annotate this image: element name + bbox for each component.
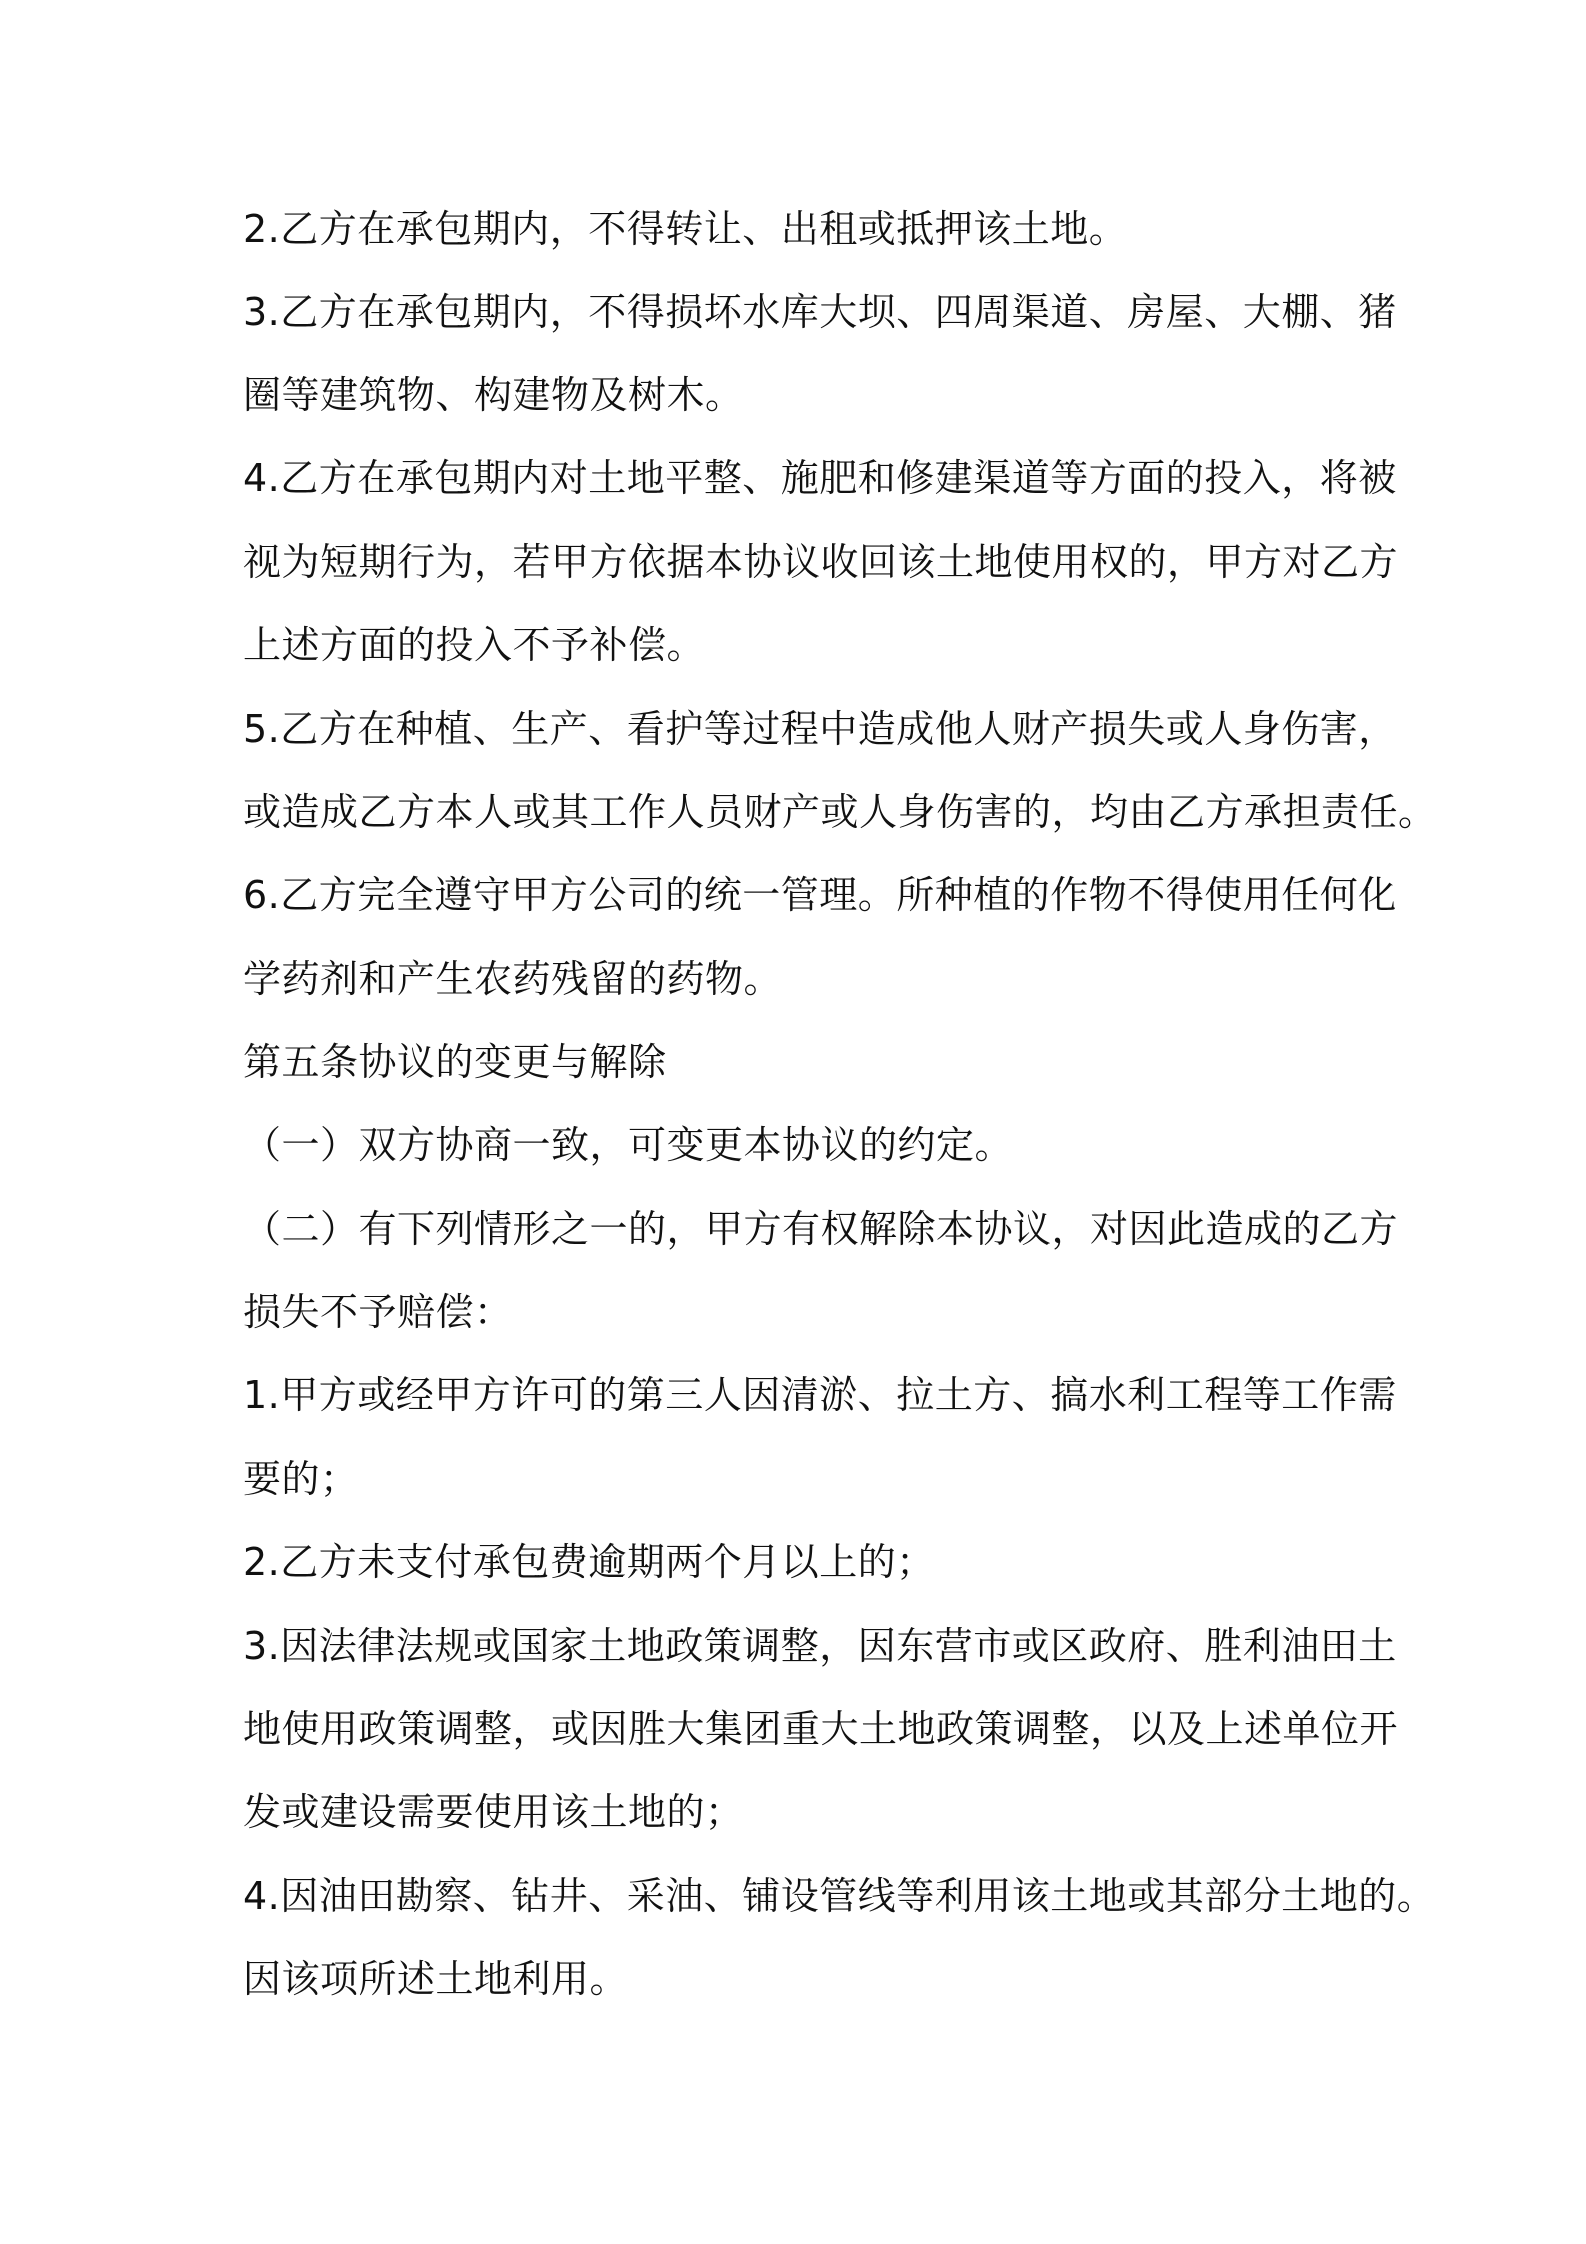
text-line: 4.因油田勘察、钻井、采油、铺设管线等利用该土地或其部分土地的。 <box>243 1874 1436 1918</box>
text-line: 1.甲方或经甲方许可的第三人因清淤、拉土方、搞水利工程等工作需 <box>243 1373 1397 1417</box>
text-line: 6.乙方完全遵守甲方公司的统一管理。所种植的作物不得使用任何化 <box>243 873 1397 917</box>
text-line: 2.乙方未支付承包费逾期两个月以上的； <box>243 1540 935 1584</box>
text-line: 5.乙方在种植、生产、看护等过程中造成他人财产损失或人身伤害， <box>243 707 1397 751</box>
text-line: （二）有下列情形之一的，甲方有权解除本协议，对因此造成的乙方 <box>243 1207 1399 1251</box>
text-line: 3.因法律法规或国家土地政策调整，因东营市或区政府、胜利油田土 <box>243 1624 1397 1668</box>
text-line: 发或建设需要使用该土地的； <box>243 1790 744 1834</box>
text-line: 上述方面的投入不予补偿。 <box>243 623 706 667</box>
text-line: 2.乙方在承包期内，不得转让、出租或抵押该土地。 <box>243 207 1128 251</box>
text-line: 视为短期行为，若甲方依据本协议收回该土地使用权的，甲方对乙方 <box>243 540 1399 584</box>
text-line: 要的； <box>243 1457 359 1501</box>
text-line: 或造成乙方本人或其工作人员财产或人身伤害的，均由乙方承担责任。 <box>243 790 1437 834</box>
section-heading: 第五条协议的变更与解除 <box>243 1040 667 1084</box>
text-line: 3.乙方在承包期内，不得损坏水库大坝、四周渠道、房屋、大棚、猪 <box>243 290 1397 334</box>
text-line: 地使用政策调整，或因胜大集团重大土地政策调整，以及上述单位开 <box>243 1707 1399 1751</box>
text-line: 4.乙方在承包期内对土地平整、施肥和修建渠道等方面的投入，将被 <box>243 456 1397 500</box>
text-line: （一）双方协商一致，可变更本协议的约定。 <box>243 1123 1014 1167</box>
text-line: 学药剂和产生农药残留的药物。 <box>243 957 783 1001</box>
text-line: 损失不予赔偿： <box>243 1290 513 1334</box>
text-line: 因该项所述土地利用。 <box>243 1957 629 2001</box>
text-line: 圈等建筑物、构建物及树木。 <box>243 373 744 417</box>
